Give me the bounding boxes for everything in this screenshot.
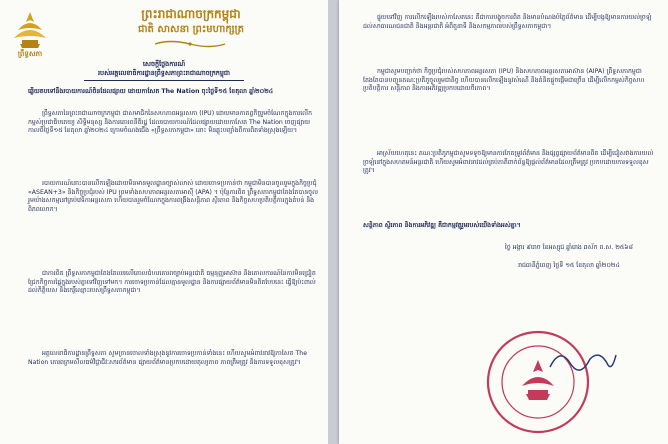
kingdom-header: ព្រះរាជាណាចក្រកម្ពុជា: [141, 7, 241, 21]
body-paragraph-3: ជាការពិត ព្រឹទ្ធសភាកម្ពុជាតែងតែឈរលើគោលជំហរគោរពច្បាប់អន្តរជាតិ ធម្មនុញ្ញអាស៊ាន និងគោលការណ៍នៃការមិនជ្រៀតជ្រែកកិច្ចការផ្ទៃក្នុងរបស់គ្នាទៅវិញទៅមក។ ការចោទប្រកាន់ដែលគ្មានមូលដ្ឋាន និងការផ្សាយព័ត៌មានមិនពិតបែបនេះ ធ្វើឱ្យប៉ះពាល់ដល់កិត្តិយស និងកេរ្តិ៍ឈ្មោះរបស់ព្រឹទ្ធសភាកម្ពុជា។: [28, 270, 316, 295]
statement-title-line1: សេចក្តីថ្លែងការណ៍: [142, 60, 186, 68]
statement-subtitle: ឆ្លើយតបទៅនឹងរបាយការណ៍ចិនដែលផ្សាយ ដោយកាសែត The Nation ចុះថ្ងៃទី១៥ ខែតុលា ឆ្នាំ២០២៤: [28, 88, 274, 95]
decorative-divider-icon: [150, 39, 230, 49]
body-paragraph-1: ព្រឹទ្ធសភានៃព្រះរាជាណាចក្រកម្ពុជា ជាសមាជិកនៃសហភាពអន្តរសភា (IPU) ដោយមានកាតព្វកិច្ចរួមចំណែកក្នុងការលើកកម្ពស់ប្រជាធិបតេយ្យ សិទ្ធិមនុស្ស និងការគោរពនីតិរដ្ឋ ដែលរបាយការណ៍ដែលផ្សាយដោយកាសែត The Nation ចេញផ្សាយកាលពីថ្ងៃទី១៥ ខែតុលា ឆ្នាំ២០២៤ ក្រោមចំណងជើង «ព្រឹទ្ធសភាកម្ពុជា» នោះ មិនឆ្លុះបញ្ចាំងពីការពិតទាំងស្រុងឡើយ។: [28, 110, 313, 135]
motto-header: ជាតិ សាសនា ព្រះមហាក្សត្រ: [138, 24, 244, 35]
statement-title: [84, 60, 244, 78]
body-paragraph-7: អាស្រ័យហេតុនេះ គណៈប្រតិភូកម្ពុជាសូមទទូចឱ្យមានការកែតម្រូវព័ត៌មាន និងផ្សព្វផ្សាយព័ត៌មានពិត ដើម្បីជៀសវាងការយល់ច្រឡំនៅក្នុងសហគមន៍អន្តរជាតិ ហើយសូមអំពាវនាវដល់គ្រប់ភាគីពាក់ព័ន្ធឱ្យផ្តល់ព័ត៌មានដែលត្រឹមត្រូវ ប្រកបដោយការទទួលខុសត្រូវ។: [363, 150, 654, 175]
page-gutter: [328, 0, 339, 444]
body-paragraph-2: របាយការណ៍នោះបានលើកឡើងដោយមិនមានមូលដ្ឋានច្បាស់លាស់ ដោយចោទប្រកាន់ថា កម្ពុជាមិនបានចូលរួមក្នុងកិច្ចប្រជុំ «ASEAN+3» និងកិច្ចប្រជុំរបស់ IPU ព្រមទាំងសហភាពអន្តរសភាអាស៊ី (APA) ។ ប៉ុន្តែការពិត ព្រឹទ្ធសភាកម្ពុជាតែងតែបានចូលរួមយ៉ាងសកម្មនៅគ្រប់វេទិកាអន្តរសភា ហើយបានរួមចំណែកក្នុងការពង្រឹងសន្តិភាព ស្ថិរភាព និងកិច្ចសហប្រតិបត្តិការក្នុងតំបន់ និងពិភពលោក។: [28, 180, 319, 213]
date-lunar: ថ្ងៃ អង្គារ ៩រោច ខែអស្សុជ ឆ្នាំរោង ឆស័ក ព.ស. ២៥៦៨: [504, 244, 634, 251]
senate-emblem-icon: [8, 8, 52, 52]
document-page-left: [0, 0, 328, 444]
body-paragraph-4: អគ្គលេខាធិការដ្ឋានព្រឹទ្ធសភា សូមច្រានចោលទាំងស្រុងនូវការចោទប្រកាន់ទាំងនេះ ហើយសូមអំពាវនាវឱ្យកាសែត The Nation គោរពក្រមសីលធម៌វិជ្ជាជីវៈសារព័ត៌មាន ផ្សាយព័ត៌មានប្រកបដោយតុល្យភាព ភាពត្រឹមត្រូវ និងការទទួលខុសត្រូវ។: [28, 350, 309, 366]
title-underline: [84, 80, 244, 81]
statement-title-line2: របស់អគ្គលេខាធិការដ្ឋានព្រឹទ្ធសភាព្រះរាជាណាចក្រកម្ពុជា: [98, 69, 230, 77]
logo-caption: ព្រឹទ្ធសភា: [17, 50, 43, 58]
body-paragraph-6: កម្ពុជាសូមបញ្ជាក់ថា កិច្ចប្រជុំរបស់សហភាពអន្តរសភា (IPU) និងសហភាពអន្តរសភាអាស៊ាន (AIPA) ព្រឹទ្ធសភាកម្ពុជាតែងតែបានបញ្ជូនគណៈប្រតិភូចូលរួមជានិច្ច ហើយបានលើកឡើងនូវសំណើ និងគំនិតផ្តួចផ្តើមជាច្រើន ដើម្បីលើកកម្ពស់កិច្ចសហប្រតិបត្តិការ សន្តិភាព និងការអភិវឌ្ឍប្រកបដោយចីរភាព។: [363, 68, 645, 93]
date-solar: រាជធានីភ្នំពេញ ថ្ងៃទី ១៥ ខែតុលា ឆ្នាំ២០២៤: [518, 262, 620, 269]
closing-statement: សន្តិភាព ស្ថិរភាព និងការអភិវឌ្ឍ គឺជាកម្មវត្ថុរួមរបស់យើងទាំងអស់គ្នា។: [363, 222, 521, 229]
signature-icon: [548, 345, 618, 375]
body-paragraph-5: ផ្ទុយទៅវិញ ការលើកឡើងរបស់កាសែតនេះ គឺជាការបង្ខូចការពិត និងមានបំណងបំភ្លៃព័ត៌មាន ដើម្បីបង្កឱ្យមានការយល់ច្រឡំដល់សាធារណជនជាតិ និងអន្តរជាតិ អំពីតួនាទី និងសកម្មភាពរបស់ព្រឹទ្ធសភាកម្ពុជា។: [363, 14, 652, 30]
